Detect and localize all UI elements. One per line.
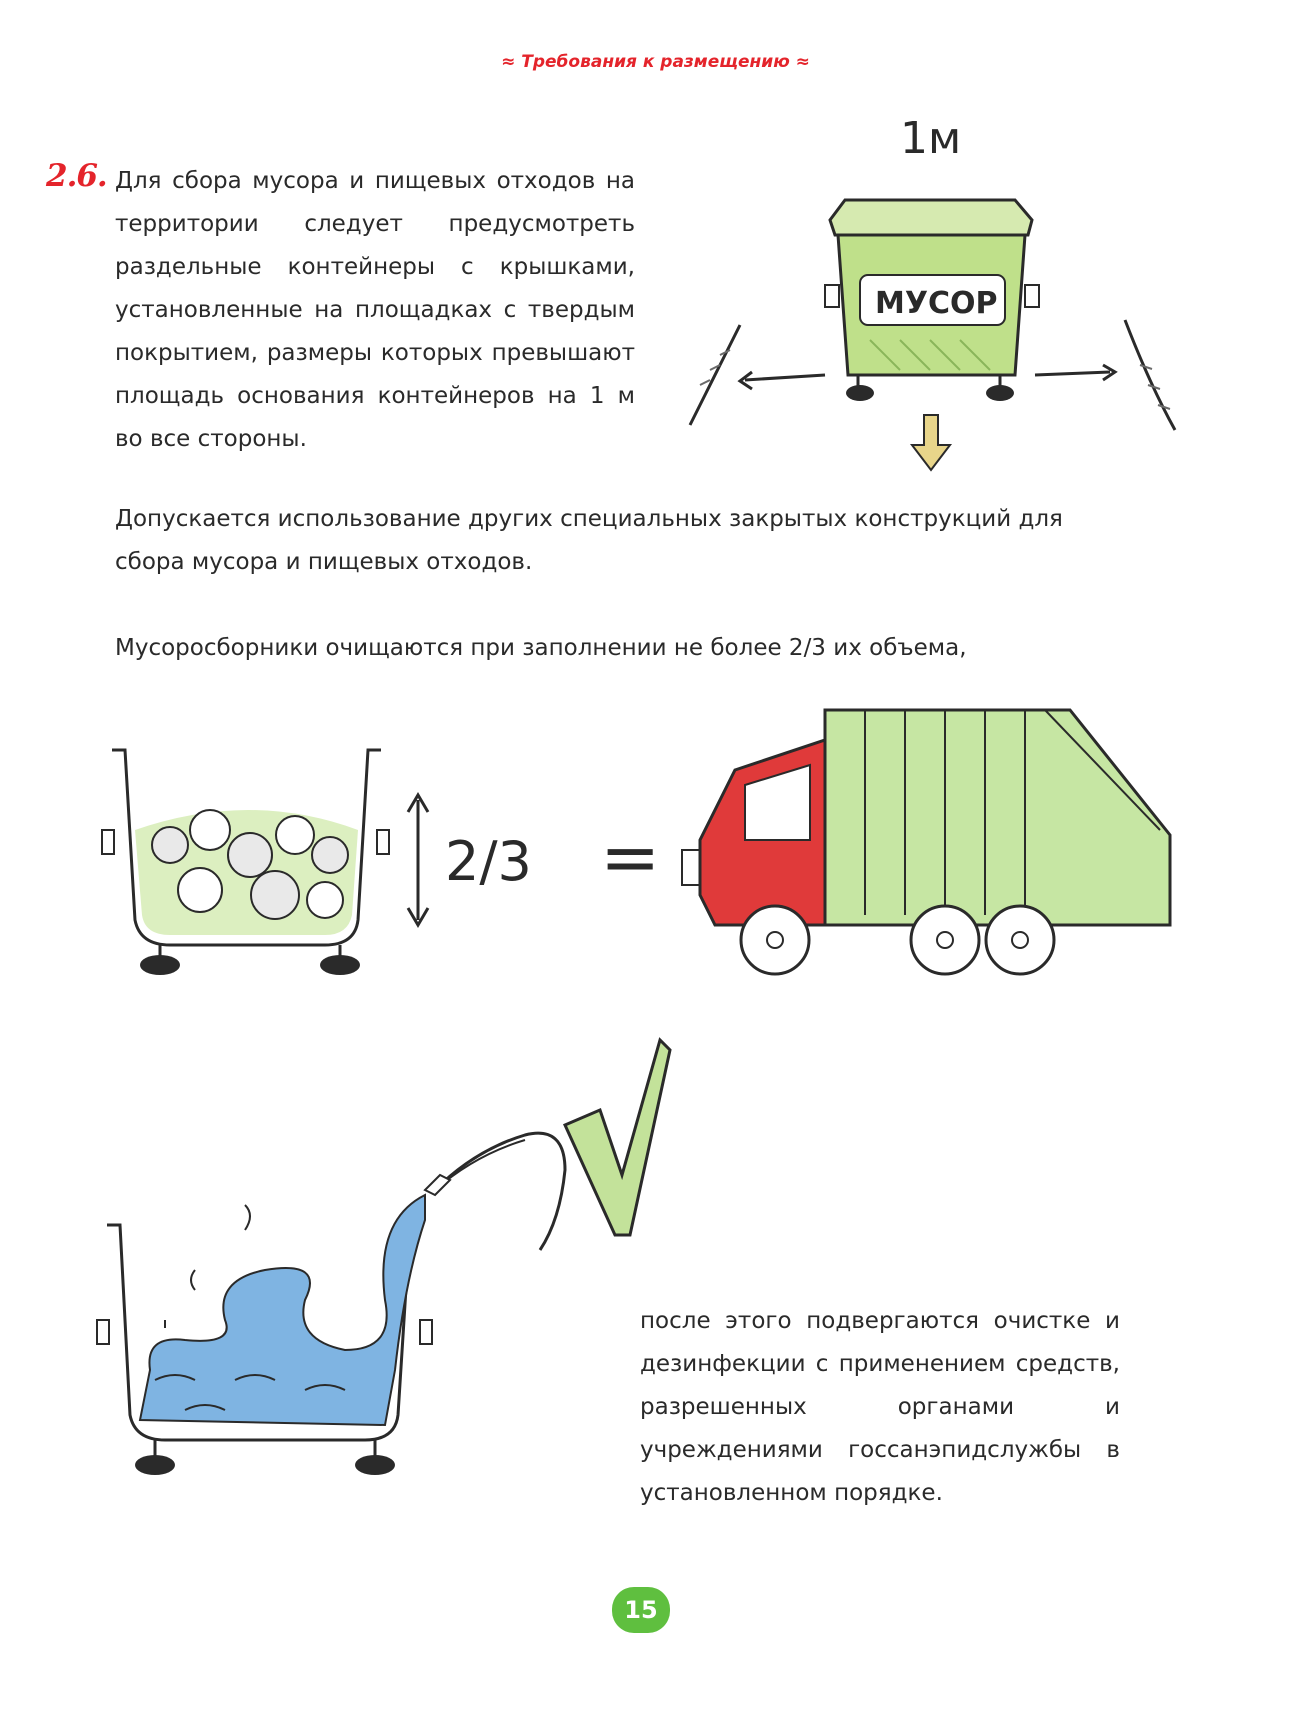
paragraph-alternative-constructions: Допускается использование других специальных закрытых конструкций для сбора мусора и пищевых отходов.	[115, 506, 1063, 575]
section-header: ≈ Требования к размещению ≈	[501, 52, 810, 72]
container-clearance-illustration	[670, 85, 1190, 485]
page-number-badge: 15	[612, 1587, 670, 1633]
section-paragraph: Для сбора мусора и пищевых отходов на территории следует предусмотреть раздельные контейнеры с крышками, установленные на площадках с твердым покрытием, размеры которых превышают площадь основания контейнеров на 1 м во все стороны.	[115, 168, 635, 452]
garbage-truck-illustration	[690, 700, 1190, 980]
distance-label: 1м	[900, 113, 962, 164]
check-mark-icon	[560, 1035, 680, 1235]
section-number: 2.6.	[46, 158, 107, 194]
fill-label: 2/3	[445, 830, 532, 893]
paragraph-fill-level: Мусоросборники очищаются при заполнении не более 2/3 их объема,	[115, 635, 967, 661]
filled-bin-illustration	[100, 730, 700, 1000]
paragraph-cleaning: после этого подвергаются очистке и дезинфекции с применением средств, разрешенных органами и учреждениями госсанэпидслужбы в установленном порядке.	[640, 1308, 1120, 1506]
container-label: МУСОР	[875, 286, 998, 321]
washing-bin-illustration	[95, 1080, 575, 1500]
equals-sign: =	[600, 815, 661, 899]
